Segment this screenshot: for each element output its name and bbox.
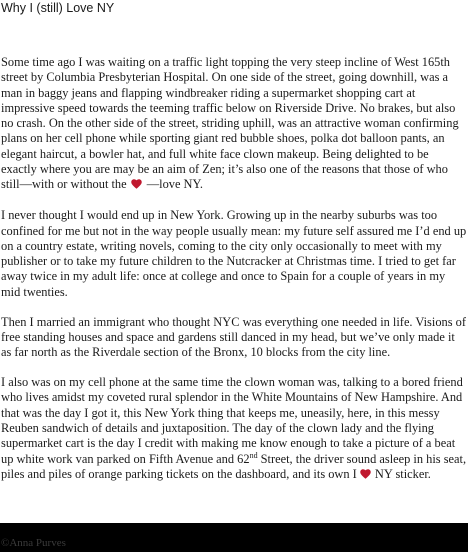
paragraph-3: Then I married an immigrant who thought NYC was everything one needed in life. Visions of free standing houses and space and gardens still danced in my head, but we’ve only made it as far north as the Riverdale section of the Bronx, 10 blocks from the city line.: [1, 314, 466, 360]
paragraph-4: [1, 375, 467, 483]
paragraph-4-ending: NY sticker.: [374, 466, 431, 481]
article-body: [1, 55, 467, 498]
paragraph-2: I never thought I would end up in New York. Growing up in the nearby suburbs was too confined for me but not in the way people usually mean: my future self assured me I’d end up on a country estate, writing novels, coming to the city only occasionally to meet with my publisher or to take my future children to the Nutcracker at Christmas time. I tried to get far away twice in my adult life: once at college and once to Spain for a couple of years in my mid twenties.: [1, 208, 467, 299]
heart-icon: [131, 178, 142, 193]
paragraph-4-continued: Street, the driver sound asleep in his seat, piles and piles of orange parking tickets on the dashboard, and its own I: [1, 451, 467, 481]
footer-bar: [0, 523, 468, 552]
paragraph-1-text: Some time ago I was waiting on a traffic light topping the very steep incline of West 165th street by Columbia Presbyterian Hospital. On one side of the street, going downhill, was a man in baggy jeans and flapping windbreaker riding a supermarket shopping cart at impressive speed towards the teeming traffic below on Riverside Drive. No brakes, but also no crash. On the other side of the street, striding uphill, was an attractive woman confirming plans on her cell phone while sporting giant red bubble shoes, polka dot balloon pants, an elegant haircut, a bowler hat, and full white face clown makeup. Being delighted to be exactly where you are may be an aim of Zen; it’s also one of the reasons that those of who still—with or without the: [1, 55, 459, 192]
ordinal-suffix: nd: [249, 450, 258, 460]
copyright-text: ©Anna Purves: [1, 537, 66, 549]
page-title: Why I (still) Love NY: [1, 1, 115, 15]
paragraph-1: [1, 55, 467, 194]
heart-icon: [360, 468, 371, 483]
paragraph-1-ending: —love NY.: [146, 177, 203, 192]
paragraph-4-text: I also was on my cell phone at the same time the clown woman was, talking to a bored friend who lives amidst my coveted rural splendor in the White Mountains of New Hampshire. And that was the day I got it, this New York thing that keeps me, uneasily, here, in this messy Reuben sandwich of details and juxtaposition. The day of the clown lady and the flying supermarket cart is the day I credit with making me know enough to take a picture of a beat up white work van parked on Fifth Avenue and 62: [1, 375, 463, 466]
